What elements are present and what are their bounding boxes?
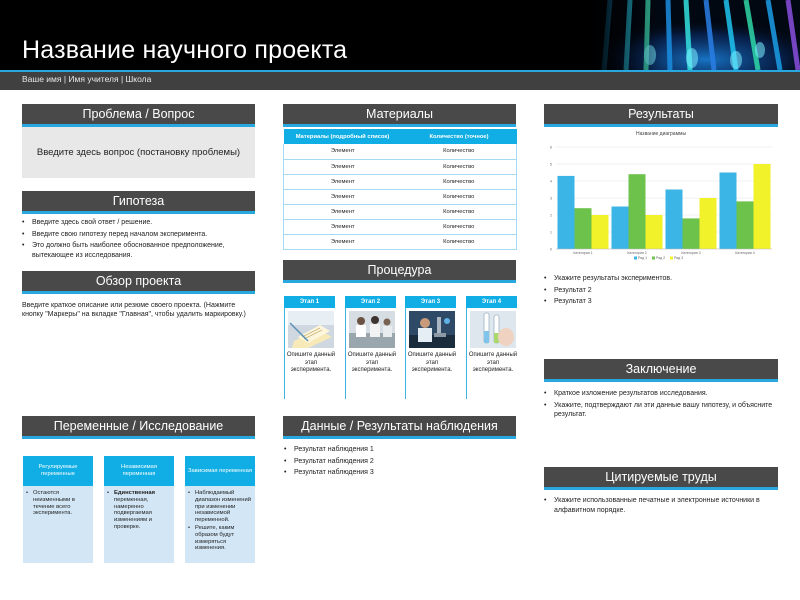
list-item: • Результат наблюдения 1: [284, 445, 514, 455]
legend-label: Ряд 3: [674, 256, 684, 260]
step-description: Опишите данный этап эксперимента.: [407, 352, 457, 373]
legend-swatch: [670, 257, 673, 260]
procedure-step-4: [466, 296, 517, 399]
list-item: • Краткое изложение результатов исследования.: [544, 389, 776, 399]
problem-heading: Проблема / Вопрос: [22, 104, 255, 127]
table-cell: Элемент: [284, 144, 402, 159]
independent-variable-title: Независимая переменная: [104, 456, 174, 486]
list-item: • Укажите результаты экспериментов.: [544, 274, 776, 284]
references-list: [544, 496, 776, 517]
bar: [754, 164, 771, 249]
y-tick-label: 6: [550, 145, 552, 150]
conclusion-heading: Заключение: [544, 359, 778, 382]
hypothesis-heading: Гипотеза: [22, 191, 255, 214]
table-row: [284, 219, 517, 234]
y-tick-label: 2: [550, 213, 552, 218]
dependent-variable-card: [185, 456, 255, 563]
step-description: Опишите данный этап эксперимента.: [468, 352, 518, 373]
table-cell: Количество: [402, 189, 517, 204]
legend-swatch: [652, 257, 655, 260]
materials-column-header: Материалы (подробный список): [284, 129, 402, 144]
bar: [629, 174, 646, 249]
list-item: • Единственная переменная, намеренно подвергаемая изменениям и проверке.: [107, 490, 171, 531]
legend-swatch: [634, 257, 637, 260]
step-description: Опишите данный этап эксперимента.: [347, 352, 397, 373]
table-cell: Количество: [402, 234, 517, 249]
table-row: [284, 234, 517, 249]
list-item: • Решите, каким образом будут измеряться изменения.: [188, 525, 252, 552]
list-item: • Результат 3: [544, 297, 776, 307]
table-cell: Количество: [402, 144, 517, 159]
table-cell: Элемент: [284, 204, 402, 219]
table-cell: Элемент: [284, 159, 402, 174]
table-row: [284, 204, 517, 219]
overview-heading: Обзор проекта: [22, 271, 255, 294]
table-cell: Элемент: [284, 219, 402, 234]
poster-subtitle: Ваше имя | Имя учителя | Школа: [22, 74, 152, 84]
table-cell: Элемент: [284, 189, 402, 204]
subtitle-bar: [0, 72, 800, 90]
x-tick-label: Категория 4: [735, 251, 755, 255]
y-tick-label: 1: [550, 230, 552, 235]
bar: [700, 198, 717, 249]
microscope-photo: [409, 311, 455, 348]
references-heading: Цитируемые труды: [544, 467, 778, 490]
list-item: • Введите здесь свой ответ / решение.: [22, 218, 252, 228]
legend-label: Ряд 1: [638, 256, 648, 260]
step-description: Опишите данный этап эксперимента.: [286, 352, 336, 373]
x-tick-label: Категория 1: [573, 251, 593, 255]
table-cell: Элемент: [284, 174, 402, 189]
results-list: [544, 274, 776, 309]
list-item: • Результат 2: [544, 286, 776, 296]
table-cell: Количество: [402, 219, 517, 234]
variables-heading: Переменные / Исследование: [22, 416, 255, 439]
legend-label: Ряд 2: [656, 256, 666, 260]
list-item: • Введите свою гипотезу перед началом эксперимента.: [22, 230, 252, 240]
x-tick-label: Категория 3: [681, 251, 701, 255]
step-label: Этап 4: [466, 296, 517, 308]
procedure-heading: Процедура: [283, 260, 516, 283]
controlled-variables-title: Регулируемые переменные: [23, 456, 93, 486]
step-label: Этап 3: [405, 296, 456, 308]
x-tick-label: Категория 2: [627, 251, 647, 255]
independent-variable-card: [104, 456, 174, 563]
problem-text: Введите здесь вопрос (постановку проблемы): [22, 127, 255, 178]
list-item: • Результат наблюдения 2: [284, 457, 514, 467]
table-cell: Количество: [402, 174, 517, 189]
step-label: Этап 2: [345, 296, 396, 308]
procedure-step-1: [284, 296, 335, 399]
table-cell: Количество: [402, 204, 517, 219]
list-item: • Укажите использованные печатные и электронные источники в алфавитном порядке.: [544, 496, 776, 515]
test-tubes-image: [590, 0, 800, 70]
results-chart: [544, 127, 778, 262]
bar: [683, 218, 700, 249]
list-item: • Наблюдаемый диапазон изменений при изменении независимой переменной.: [188, 490, 252, 524]
results-heading: Результаты: [544, 104, 778, 127]
quantity-column-header: Количество (точное): [402, 129, 517, 144]
materials-table: [283, 129, 517, 250]
bar-chart: [544, 127, 778, 262]
table-row: [284, 159, 517, 174]
y-tick-label: 5: [550, 162, 552, 167]
list-item: • Результат наблюдения 3: [284, 468, 514, 478]
y-tick-label: 4: [550, 179, 552, 184]
lab-team-photo: [349, 311, 395, 348]
bar: [575, 208, 592, 249]
dependent-variable-title: Зависимая переменная: [185, 456, 255, 486]
list-item: • Укажите, подтверждают ли эти данные вашу гипотезу, и объясните результат.: [544, 401, 776, 420]
procedure-step-3: [405, 296, 456, 399]
controlled-variables-card: [23, 456, 93, 563]
table-cell: Элемент: [284, 234, 402, 249]
bar: [720, 173, 737, 250]
bar: [612, 207, 629, 250]
y-tick-label: 3: [550, 196, 552, 201]
bar: [737, 201, 754, 249]
documents-photo: [288, 311, 334, 348]
observations-heading: Данные / Результаты наблюдения: [283, 416, 516, 439]
table-row: [284, 174, 517, 189]
table-row: [284, 189, 517, 204]
step-label: Этап 1: [284, 296, 335, 308]
table-cell: Количество: [402, 159, 517, 174]
table-row: [284, 144, 517, 159]
y-tick-label: 0: [550, 247, 552, 252]
test-tube-photo: [470, 311, 516, 348]
list-item: • Это должно быть наиболее обоснованное предположение, вытекающее из исследования.: [22, 241, 252, 260]
bar: [646, 215, 663, 249]
materials-heading: Материалы: [283, 104, 516, 127]
hypothesis-list: [22, 218, 252, 262]
chart-title: Название диаграммы: [635, 131, 687, 137]
observations-list: [284, 445, 514, 480]
procedure-step-2: [345, 296, 396, 399]
table-header-row: [284, 129, 517, 144]
bar: [666, 190, 683, 250]
poster-header: [0, 0, 800, 70]
overview-text: Введите краткое описание или резюме своего проекта. (Нажмите кнопку "Маркеры" на вкладке "Главная", чтобы удалить маркировку.): [22, 302, 246, 318]
conclusion-list: [544, 389, 776, 422]
bar: [558, 176, 575, 249]
bar: [592, 215, 609, 249]
poster-title: Название научного проекта: [22, 36, 348, 64]
list-item: • Остаются неизменными в течение всего эксперимента.: [26, 490, 90, 517]
